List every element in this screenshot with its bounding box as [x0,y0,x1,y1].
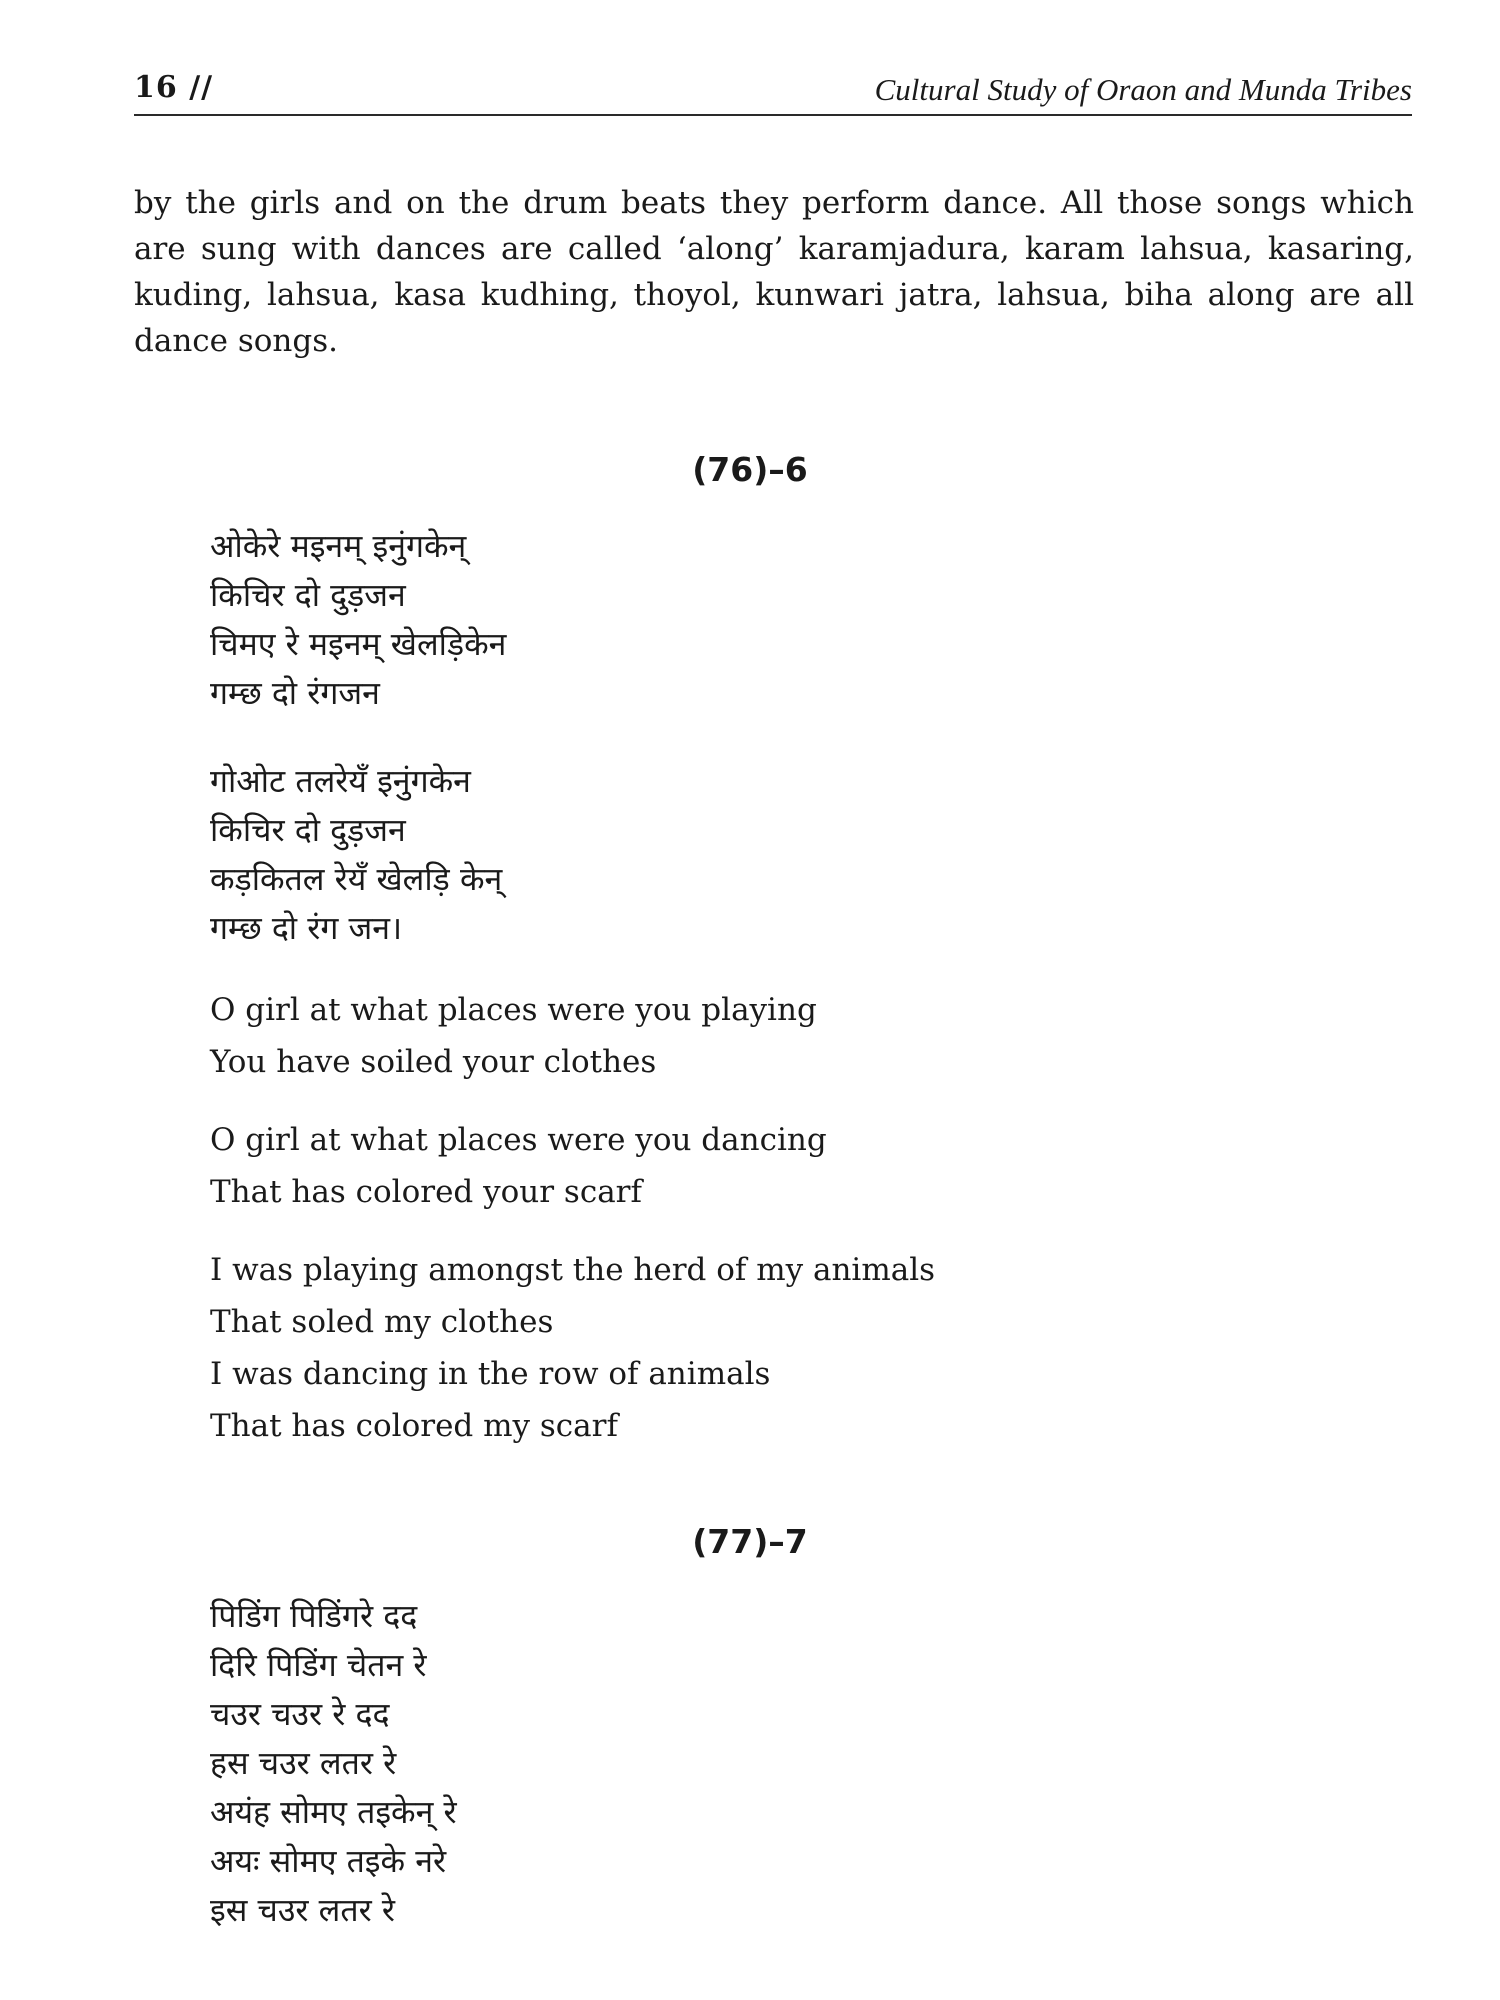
verse-line: गोओट तलरेयँ इनुंगकेन [210,762,471,800]
verse-line: पिडिंग पिडिंगरे दद [210,1597,418,1635]
verse-line: गम्छ दो रंगजन [210,674,380,712]
verse-line: You have soiled your clothes [210,1044,657,1080]
running-title: Cultural Study of Oraon and Munda Tribes [874,72,1412,107]
hindi-stanza [210,1592,457,1935]
english-stanza [210,1114,827,1218]
verse-line: I was dancing in the row of animals [210,1356,771,1392]
hindi-stanza [210,522,506,718]
verse-line: अयंह सोमए तइकेन् रे [210,1793,457,1831]
verse-line: O girl at what places were you playing [210,992,817,1028]
verse-line: अयः सोमए तइके नरे [210,1842,447,1880]
hindi-stanza [210,757,502,953]
verse-line: कड़कितल रेयँ खेलड़ि केन् [210,860,503,898]
verse-line: O girl at what places were you dancing [210,1122,827,1158]
song-heading-76: (76)–6 [692,450,808,489]
song-heading-77: (77)–7 [692,1522,808,1561]
english-stanza [210,984,817,1088]
verse-line: चउर चउर रे दद [210,1695,390,1733]
verse-line: इस चउर लतर रे [210,1891,395,1929]
page-header [134,68,1412,116]
page-number: 16 // [134,70,214,105]
verse-line: दिरि पिडिंग चेतन रे [210,1646,427,1684]
verse-line: किचिर दो दुड़जन [210,576,406,614]
verse-line: किचिर दो दुड़जन [210,811,406,849]
verse-line: ओकेरे मइनम् इनुंगकेन् [210,527,467,565]
verse-line: चिमए रे मइनम् खेलड़िकेन [210,625,507,663]
intro-paragraph: by the girls and on the drum beats they perform dance. All those songs which are sung with dances are called ‘along’ karamjadura, karam lahsua, kasaring, kuding, lahsua, kasa kudhing, thoyol, kunwari jatra, lahsua, biha along are all dance songs. [134,185,1414,359]
english-stanza [210,1244,935,1452]
verse-line: I was playing amongst the herd of my animals [210,1252,936,1288]
verse-line: हस चउर लतर रे [210,1744,397,1782]
verse-line: That has colored my scarf [210,1408,618,1444]
verse-line: गम्छ दो रंग जन। [210,909,403,947]
verse-line: That has colored your scarf [210,1174,642,1210]
verse-line: That soled my clothes [210,1304,554,1340]
